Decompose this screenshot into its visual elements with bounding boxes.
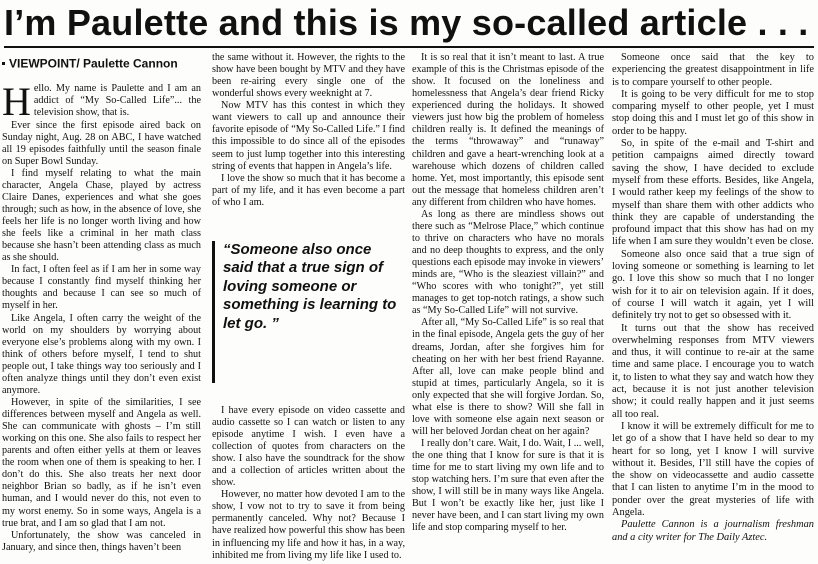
paragraph: I find myself relating to what the main character, Angela Chase, played by actress Claire Danes, experiences and what she goes through; such as how, in the absence of love, she feels her life is no longer worth living and how she feels like a criminal in her math class because she hasn’t been attending class as much as she should.	[2, 167, 201, 264]
paragraph: Now MTV has this contest in which they want viewers to call up and announce their favorite episode of “My So-Called Life.” I find this impossible to do since all of the episodes seem to just lump together into this interesting string of events that happen in Angela’s life.	[212, 100, 405, 172]
paragraph: Ever since the first episode aired back on Sunday night, Aug. 28 on ABC, I have watched all 19 episodes faithfully until the season finale on Super Bowl Sunday.	[2, 119, 201, 167]
paragraph: I have every episode on video cassette and audio cassette so I can watch or listen to any episode anytime I wish. I even have a collection of quotes from characters on the show. I also have the soundtrack for the show and a collection of articles written about the show.	[212, 404, 405, 489]
paragraph: It turns out that the show has received overwhelming responses from MTV viewers and thus, it will continue to re-air at the same time and same place. I encourage you to watch it, to listen to what they say and watch how they act, because it is not just another television show; it could really happen and it just seems all too real.	[612, 322, 814, 420]
pull-quote: “Someone also once said that a true sign of loving someone or something is learning to let go. ”	[212, 241, 405, 383]
paragraph: However, no matter how devoted I am to the show, I vow not to try to save it from being permanently canceled. Why not? Because I have realized how powerful this show has been in influencing my life and how it has, in a way, inhibited me from living my life like I used to.	[212, 489, 405, 561]
paragraph: As long as there are mindless shows out there such as “Melrose Place,” which continue to thrive on characters who have no morals and no deep thoughts to express, and the only questions each episode may invoke in viewers’ minds are, “Who is the sleaziest villain?” and “Who scores with who tonight?”, yet still manages to get top-notch ratings, a show such as “My So-Called Life” will not survive.	[412, 208, 604, 317]
paragraph: After all, “My So-Called Life” is so real that in the final episode, Angela gets the guy of her dreams, Jordan, after she forgives him for cheating on her with her best friend Rayanne. After all, love can make people blind and stupid at times, particularly Angela, so it is only expected that she will forgive Jordan. So, what else is there to show? Will she fall in love with someone else again next season or will her beloved Jordan cheat on her again?	[412, 317, 604, 437]
paragraph: However, in spite of the similarities, I see differences between myself and Angela as well. She can communicate with ghosts – I’m still working on this one. She also fails to respect her parents and often either yells at them or leaves the room when one of them is speaking to her. I don’t do this. She also treats her next door neighbor Brian so badly, as if he isn’t even human, and I would never do this, not even to my worst enemy. So in some ways, Angela is a true brat, and I am so glad that I am not.	[2, 396, 201, 529]
column-3	[412, 52, 604, 535]
paragraph: I really don’t care. Wait, I do. Wait, I ... well, the one thing that I know for sure is that it is time for me to start living my own life and to stop watching hers. I’m sure that even after the show, I will still be in many ways like Angela. But I won’t be exactly like her, just like I never have been, and I can start living my own life and stop comparing myself to her.	[412, 438, 604, 534]
author-credit: Paulette Cannon is a journalism freshman and a city writer for The Daily Aztec.	[612, 519, 814, 543]
drop-cap: H	[2, 79, 31, 125]
headline-rule	[4, 46, 814, 48]
paragraph: In fact, I often feel as if I am her in some way because I constantly find myself thinking her thoughts and because I can see so much of myself in her.	[2, 264, 201, 312]
paragraph: I love the show so much that it has become a part of my life, and it has even become a part of who I am.	[212, 172, 405, 208]
paragraph: It is so real that it isn’t meant to last. A true example of this is the Christmas episode of the show. It focused on the loneliness and homelessness that Angela’s dear friend Ricky experienced during the holidays. It showed viewers just how big the problem of homeless children really is. It defined the meanings of the terms “throwaway” and “runaway” children and gave a heart-wrenching look at a warehouse which dozens of children called home. Yet, most importantly, this episode sent out the message that homeless children aren’t any different from children who have homes.	[412, 52, 604, 208]
byline-bullet-icon	[2, 62, 5, 65]
paragraph: Like Angela, I often carry the weight of the world on my shoulders by worrying about everyone else’s problems along with my own. I think of others before myself, I tend to shut people out, I take things way too seriously and I often analyze things until they don’t even exist anymore.	[2, 312, 201, 396]
column-4	[612, 52, 814, 544]
byline	[2, 56, 201, 71]
paragraph: Unfortunately, the show was canceled in January, and since then, things haven’t been	[2, 529, 201, 553]
paragraph: Someone once said that the key to experiencing the greatest disappointment in life is to compare yourself to other people.	[612, 52, 814, 88]
paragraph: It is going to be very difficult for me to stop comparing myself to other people, yet I must stop doing this and I must let go of this show in order to be happy.	[612, 88, 814, 137]
paragraph-text: ello. My name is Paulette and I am an addict of “My So-Called Life”... the television show, that is.	[33, 83, 201, 119]
paragraph: So, in spite of the e-mail and T-shirt and petition campaigns aimed directly toward saving the show, I have decided to exclude myself from these efforts. Besides, like Angela, I would rather keep my feelings of the show to myself than share them with other addicts who think they are capable of understanding the profound impact that this show has had on my life when I am sure they wouldn’t even be close.	[612, 138, 814, 248]
paragraph: Someone also once said that a true sign of loving someone or something is learning to let go. I love this show so much that I no longer wish for it to air on television again. If it does, of course I will watch it again, yet I will definitely try not to get so obsessed with it.	[612, 248, 814, 322]
article-headline: I’m Paulette and this is my so-called article . . .	[4, 2, 809, 43]
byline-text: VIEWPOINT/ Paulette Cannon	[9, 56, 178, 71]
column-1	[2, 52, 201, 554]
paragraph	[2, 79, 201, 125]
column-2	[212, 52, 405, 562]
paragraph: the same without it. However, the rights to the show have been bought by MTV and they have been re-airing every single one of the wonderful shows every weeknight at 7.	[212, 52, 405, 100]
paragraph: I know it will be extremely difficult for me to let go of a show that I have held so dear to my heart for so long, yet I know I will survive without it. Besides, I’ll still have the copies of the show on videocassette and audio cassette that I can listen to anytime I’m in the mood to ponder over the great mysteries of life with Angela.	[612, 420, 814, 518]
